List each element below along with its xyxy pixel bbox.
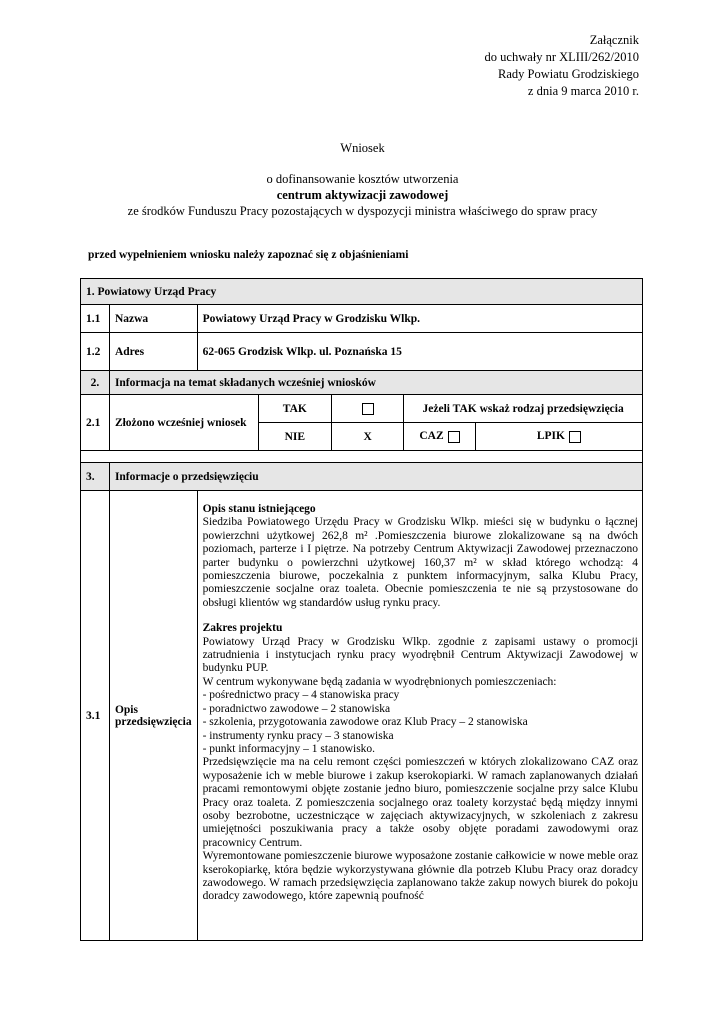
project-scope-paragraph: W centrum wykonywane będą zadania w wyodrębnionych pomieszczeniach: [202, 675, 557, 688]
instructions-note: przed wypełnieniem wniosku należy zapoznać się z objaśnieniami [88, 249, 409, 261]
row-number: 1.1 [81, 305, 110, 333]
field-label-adres: Adres [109, 333, 197, 371]
title-line-2: centrum aktywizacji zawodowej [276, 188, 449, 202]
field-value-nazwa[interactable]: Powiatowy Urząd Pracy w Grodzisku Wlkp. [197, 305, 642, 333]
section-1-heading: 1. Powiatowy Urząd Pracy [81, 279, 643, 305]
option-nie-mark[interactable]: X [332, 423, 404, 451]
project-scope-heading: Zakres projektu [202, 622, 283, 635]
option-nie-label: NIE [258, 423, 331, 451]
title-line-3: ze środków Funduszu Pracy pozostających w dyspozycji ministra właściwego do spraw pracy [127, 204, 598, 218]
attachment-header [485, 32, 639, 100]
header-line: z dnia 9 marca 2010 r. [527, 84, 639, 98]
row-number: 2.1 [81, 395, 110, 451]
option-tak-cell[interactable] [332, 395, 404, 423]
row-number: 3.1 [81, 491, 110, 941]
existing-state-heading: Opis stanu istniejącego [202, 503, 316, 515]
list-item: - szkolenia, przygotowania zawodowe oraz Klub Pracy – 2 stanowiska [202, 716, 528, 729]
checkbox-lpik[interactable] [569, 431, 581, 443]
spacer-row [81, 451, 643, 463]
project-scope-paragraph: Wyremontowane pomieszczenie biurowe wyposażone zostanie całkowicie w nowe meble oraz kserokopiarkę, która będzie wykorzystywana głównie dla potrzeb Klubu Pracy oraz doradcy zawodowego. W ramach przedsięwzięcia zaplanowano także zakup nowych biurek do pokoju doradcy zawodowego, które zapewnią poufność [202, 850, 638, 903]
list-item: - pośrednictwo pracy – 4 stanowiska pracy [202, 689, 400, 702]
project-scope-paragraph: Powiatowy Urząd Pracy w Grodzisku Wlkp. zgodnie z zapisami ustawy o promocji zatrudnienia i instytucjach rynku pracy wyodrębnił Centrum Aktywizacji Zawodowej w budynku PUP. [202, 635, 638, 675]
option-tak-label: TAK [258, 395, 331, 423]
header-line: do uchwały nr XLIII/262/2010 [484, 50, 639, 64]
checkbox-caz[interactable] [448, 431, 460, 443]
header-line: Załącznik [589, 33, 639, 47]
row-number: 1.2 [81, 333, 110, 371]
checkbox-tak[interactable] [362, 403, 374, 415]
list-item: - instrumenty rynku pracy – 3 stanowiska [202, 729, 394, 742]
list-item: - punkt informacyjny – 1 stanowisko. [202, 742, 376, 755]
field-label-zlozono: Złożono wcześniej wniosek [109, 395, 258, 451]
if-tak-prompt: Jeżeli TAK wskaż rodzaj przedsięwzięcia [404, 395, 643, 423]
section-2-heading: Informacja na temat składanych wcześniej wniosków [109, 371, 642, 395]
list-item: - poradnictwo zawodowe – 2 stanowiska [202, 702, 391, 715]
section-3-number: 3. [81, 463, 110, 491]
field-label-nazwa: Nazwa [109, 305, 197, 333]
existing-state-text: Siedziba Powiatowego Urzędu Pracy w Grodzisku Wlkp. mieści się w budynku o łącznej powierzchni użytkowej 262,8 m² .Pomieszczenia biurowe zlokalizowane są na dwóch poziomach, parterze i I piętrze. Na potrzeby Centrum Aktywizacji Zawodowej przeznaczono parter budynku o powierzchni użytkowej 160,37 m² w skład którego wchodzą: 4 pomieszczenia biurowe, poczekalnia z punktem informacyjnym, salka Klubu Pracy, pomieszczenie socjalne oraz toaleta. Obecnie pomieszczenia te nie są przystosowane do obsługi klientów wg standardów usług rynku pracy. [202, 516, 638, 609]
project-scope-paragraph: Przedsięwzięcie ma na celu remont części pomieszczeń w których zlokalizowano CAZ oraz wyposażenie ich w meble biurowe i zakup kserokopiarki. W ramach zaplanowanych działań pracami remontowymi objęte zostanie jedno biuro, pomieszczenie socjalne przy salce Klubu Pracy oraz toaleta. Z pomieszczenia socjalnego oraz toalety korzystać będą między innymi osoby bezrobotne, uczestniczące w zajęciach aktywizacyjnych, w szkoleniach z zakresu umiejętności poszukiwania pracy a także osoby objęte poradami zawodowymi oraz pracownicy Centrum. [202, 756, 638, 849]
title-line-1: o dofinansowanie kosztów utworzenia [266, 172, 459, 186]
option-lpik[interactable] [475, 423, 642, 451]
description-content[interactable] [197, 491, 642, 941]
header-line: Rady Powiatu Grodziskiego [498, 67, 639, 81]
section-2-number: 2. [81, 371, 110, 395]
document-title: Wniosek [340, 141, 385, 155]
option-caz[interactable] [404, 423, 475, 451]
section-3-heading: Informacje o przedsięwzięciu [109, 463, 642, 491]
application-form-table [80, 278, 643, 941]
field-label-opis: Opis przedsięwzięcia [109, 491, 197, 941]
field-value-adres[interactable]: 62-065 Grodzisk Wlkp. ul. Poznańska 15 [197, 333, 642, 371]
lpik-label: LPIK [536, 430, 565, 443]
caz-label: CAZ [419, 430, 444, 443]
